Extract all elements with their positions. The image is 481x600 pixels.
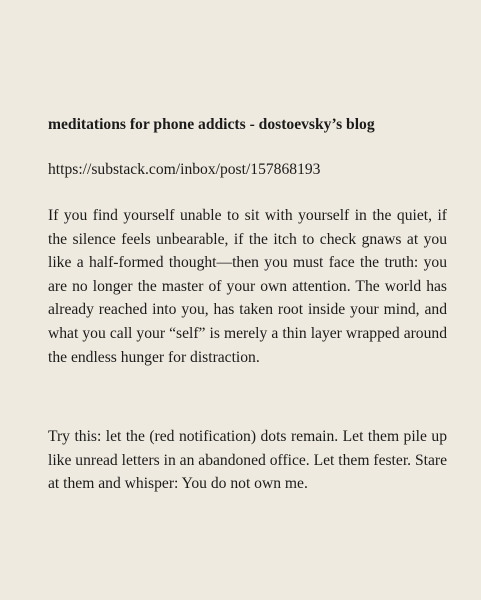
post-url: https://substack.com/inbox/post/157868193 (48, 161, 321, 178)
post-title: meditations for phone addicts - dostoevsky’s blog (48, 116, 375, 133)
body-paragraph-1: If you find yourself unable to sit with yourself in the quiet, if the silence feels unbearable, if the itch to check gnaws at you like a half-formed thought—then you must face the truth: you are no longer the master of your own attention. The world has already reached into you, has taken root inside your mind, and what you call your “self” is merely a thin layer wrapped around the endless hunger for distraction. (48, 207, 447, 366)
body-paragraph-2: Try this: let the (red notification) dots remain. Let them pile up like unread letters in an abandoned office. Let them fester. Stare at them and whisper: You do not own me. (48, 428, 447, 493)
